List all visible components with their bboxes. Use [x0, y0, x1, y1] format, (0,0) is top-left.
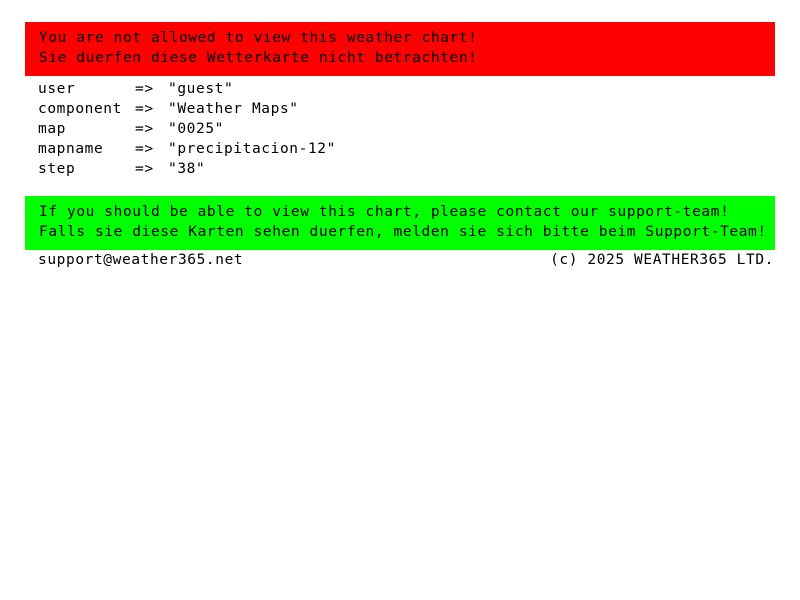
- info-banner-line-de: Falls sie diese Karten sehen duerfen, melden sie sich bitte beim Support-Team!: [39, 224, 767, 240]
- parameter-row: [38, 119, 336, 139]
- copyright-text: (c) 2025 WEATHER365 LTD.: [550, 252, 774, 268]
- parameter-list: [38, 79, 336, 179]
- parameter-key: step: [38, 161, 76, 177]
- parameter-row: [38, 139, 336, 159]
- parameter-arrow: =>: [135, 81, 154, 97]
- parameter-value: "Weather Maps": [168, 101, 299, 117]
- parameter-key: map: [38, 121, 66, 137]
- parameter-arrow: =>: [135, 161, 154, 177]
- error-banner-line-en: You are not allowed to view this weather chart!: [39, 30, 478, 46]
- parameter-arrow: =>: [135, 121, 154, 137]
- parameter-arrow: =>: [135, 141, 154, 157]
- support-email-link[interactable]: support@weather365.net: [38, 252, 244, 268]
- parameter-key: component: [38, 101, 122, 117]
- error-banner: [25, 22, 775, 76]
- parameter-row: [38, 99, 336, 119]
- parameter-value: "guest": [168, 81, 234, 97]
- parameter-key: user: [38, 81, 76, 97]
- parameter-key: mapname: [38, 141, 104, 157]
- parameter-row: [38, 159, 336, 179]
- parameter-value: "precipitacion-12": [168, 141, 336, 157]
- parameter-row: [38, 79, 336, 99]
- error-banner-line-de: Sie duerfen diese Wetterkarte nicht betrachten!: [39, 50, 478, 66]
- info-banner: [25, 196, 775, 250]
- footer: [38, 250, 774, 270]
- parameter-value: "38": [168, 161, 206, 177]
- parameter-value: "0025": [168, 121, 224, 137]
- parameter-arrow: =>: [135, 101, 154, 117]
- info-banner-line-en: If you should be able to view this chart, please contact our support-team!: [39, 204, 730, 220]
